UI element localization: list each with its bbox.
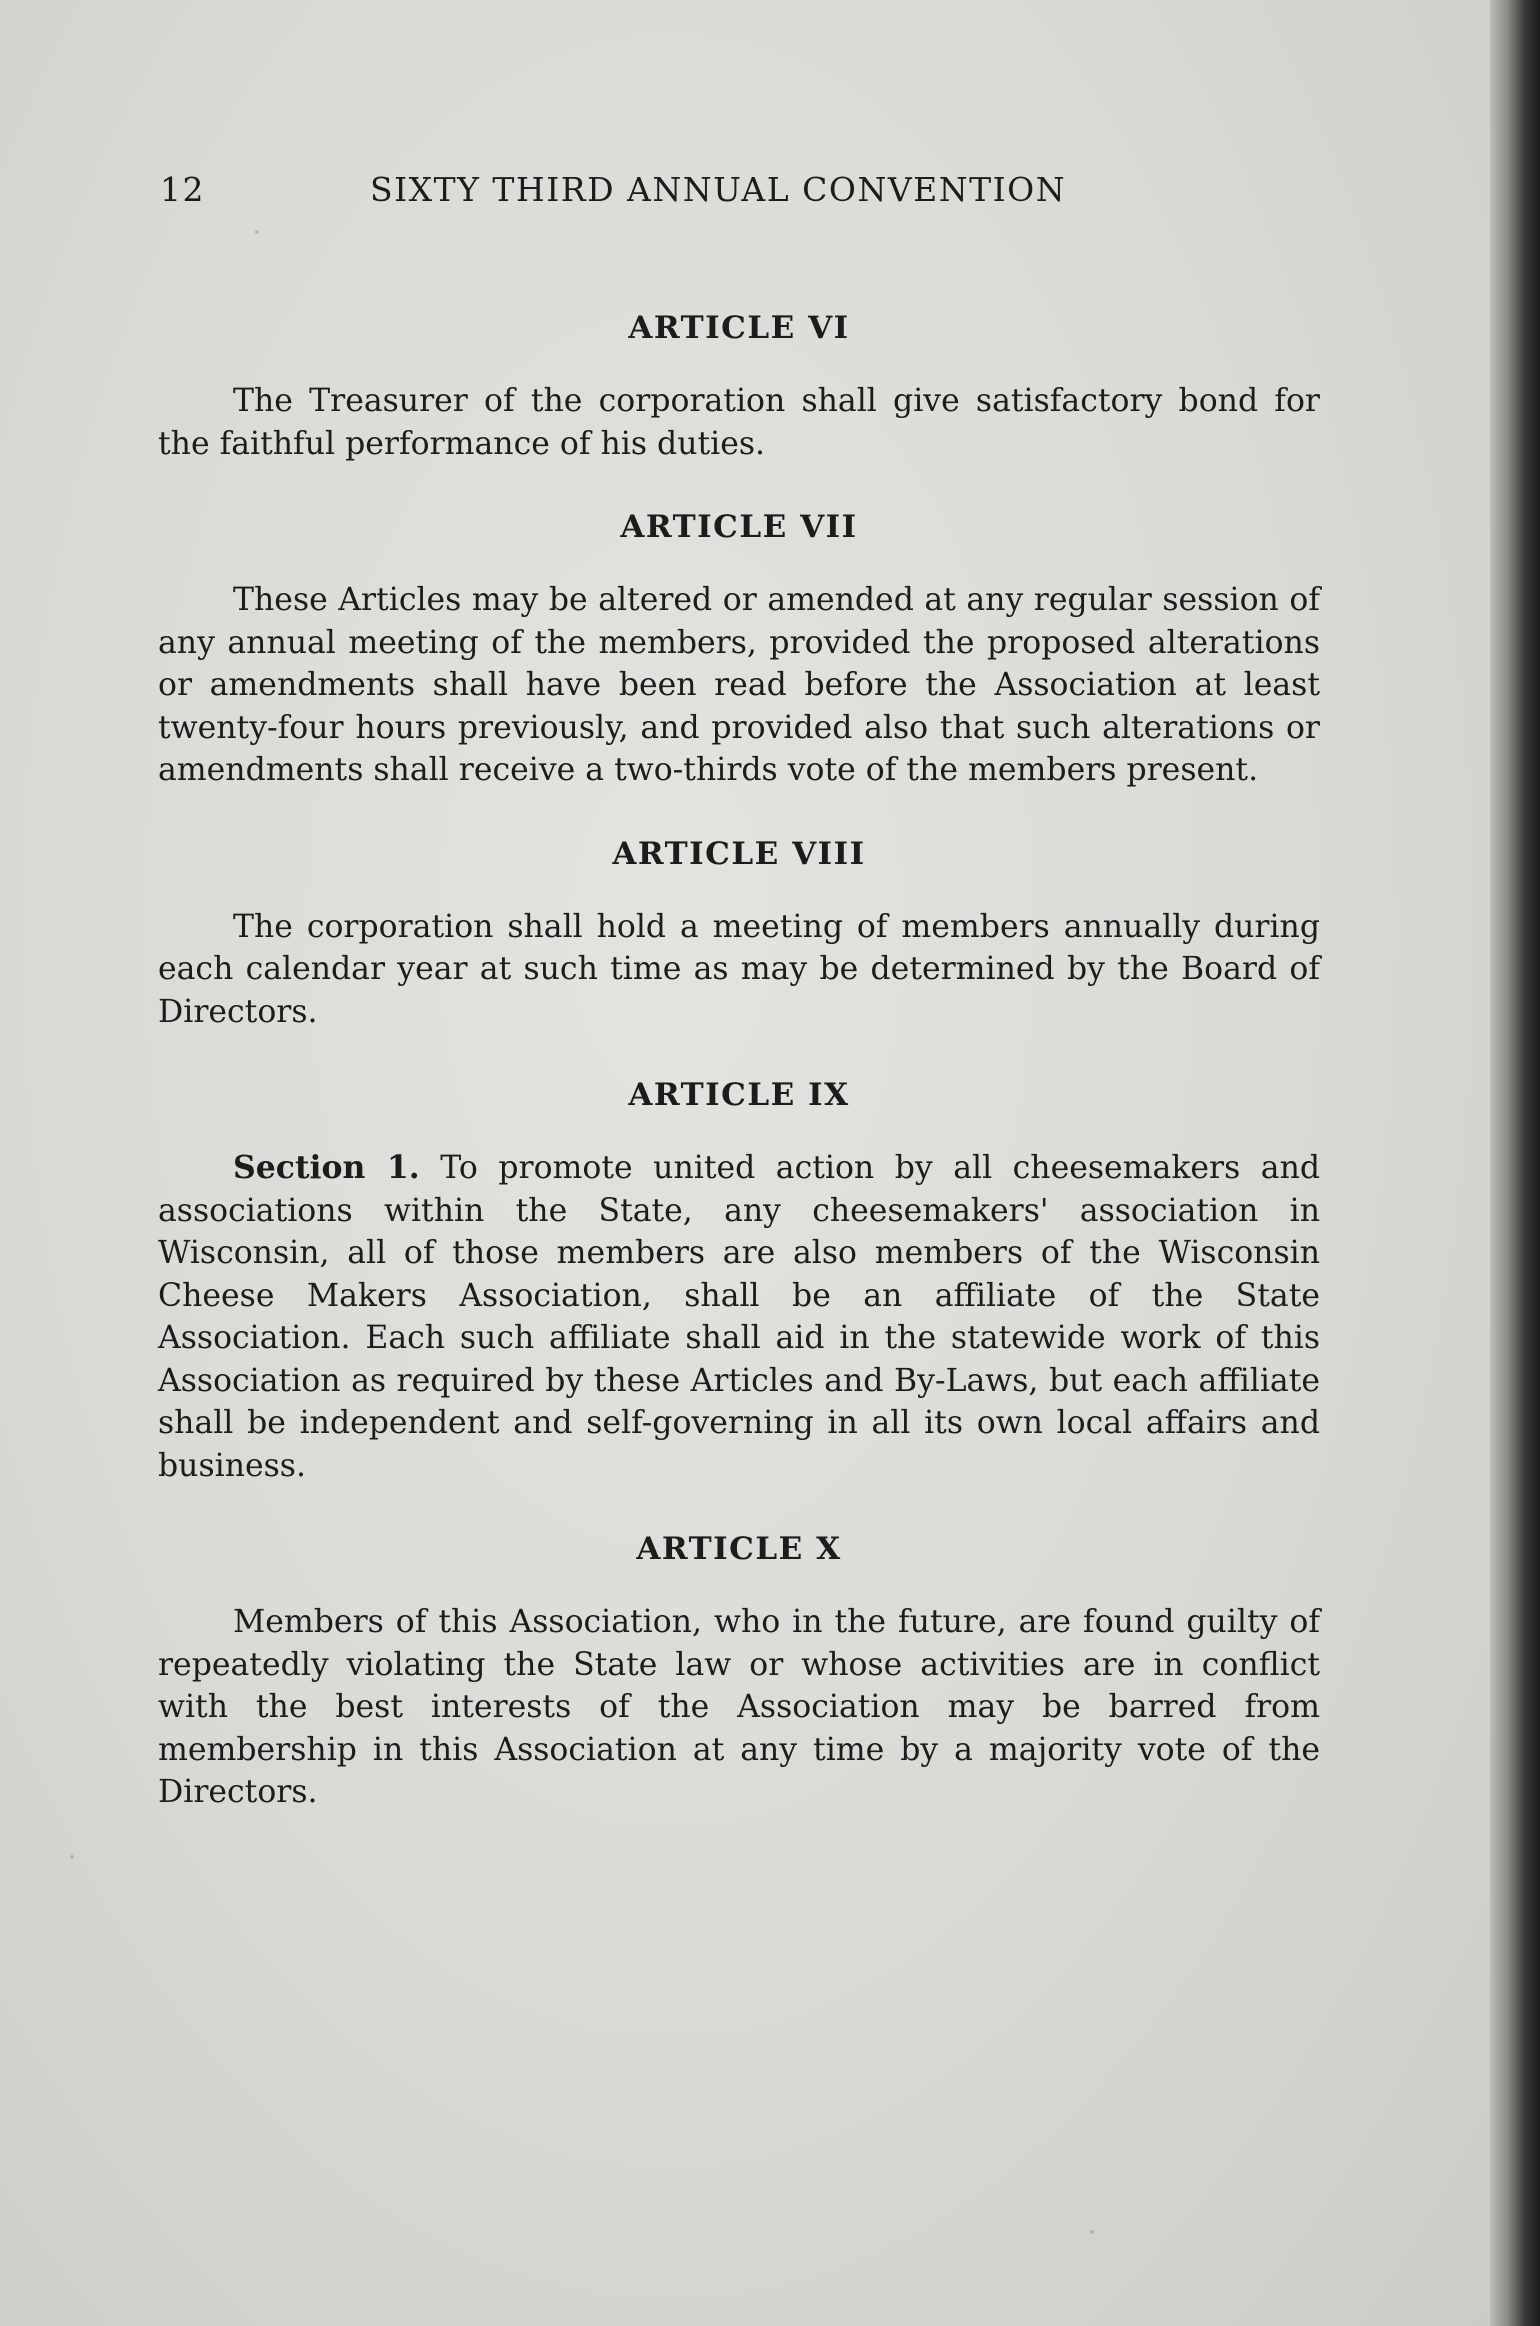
- article-paragraph: [158, 1147, 1320, 1487]
- article-heading: ARTICLE X: [636, 1531, 842, 1567]
- article-text: These Articles may be altered or amended at any regular session of any annual meeting of the members, provided the proposed alterations or amendments shall have been read before the Association at least twenty-four hours previously, and provided also that such alterations or amendments shall receive a two-thirds vote of the members present.: [158, 582, 1320, 788]
- article-text: The corporation shall hold a meeting of members annually during each calendar year at such time as may be determined by the Board of Directors.: [158, 908, 1320, 1030]
- article-heading: ARTICLE VII: [620, 509, 858, 545]
- page-number: 12: [160, 170, 205, 209]
- section-label: Section 1.: [233, 1149, 420, 1186]
- article-vi: [158, 310, 1320, 465]
- article-heading: ARTICLE VIII: [612, 835, 866, 872]
- book-spine-shadow: [1490, 0, 1540, 2326]
- page-header: [160, 170, 1320, 220]
- article-heading: ARTICLE VI: [628, 310, 850, 346]
- article-ix: [158, 1077, 1320, 1487]
- article-heading: ARTICLE IX: [628, 1077, 850, 1113]
- page-body: [158, 310, 1320, 1858]
- article-viii: [158, 836, 1320, 1034]
- article-text: The Treasurer of the corporation shall give satisfactory bond for the faithful performance of his duties.: [158, 383, 1320, 462]
- article-text: To promote united action by all cheesemakers and associations within the State, any cheesemakers' association in Wisconsin, all of those members are also members of the Wisconsin Cheese Makers Association, shall be an affiliate of the State Association. Each such affiliate shall aid in the statewide work of this Association as required by these Articles and By-Laws, but each affiliate shall be independent and self-governing in all its own local affairs and business.: [158, 1150, 1321, 1484]
- running-title: SIXTY THIRD ANNUAL CONVENTION: [370, 170, 1067, 209]
- ink-speck: [255, 230, 259, 234]
- ink-speck: [1090, 2230, 1094, 2234]
- article-x: [158, 1531, 1320, 1814]
- article-vii: [158, 509, 1320, 792]
- ink-speck: [70, 1855, 74, 1859]
- article-text: Members of this Association, who in the future, are found guilty of repeatedly violating the State law or whose activities are in conflict with the best interests of the Association may be barred from membership in this Association at any time by a majority vote of the Directors.: [158, 1604, 1320, 1810]
